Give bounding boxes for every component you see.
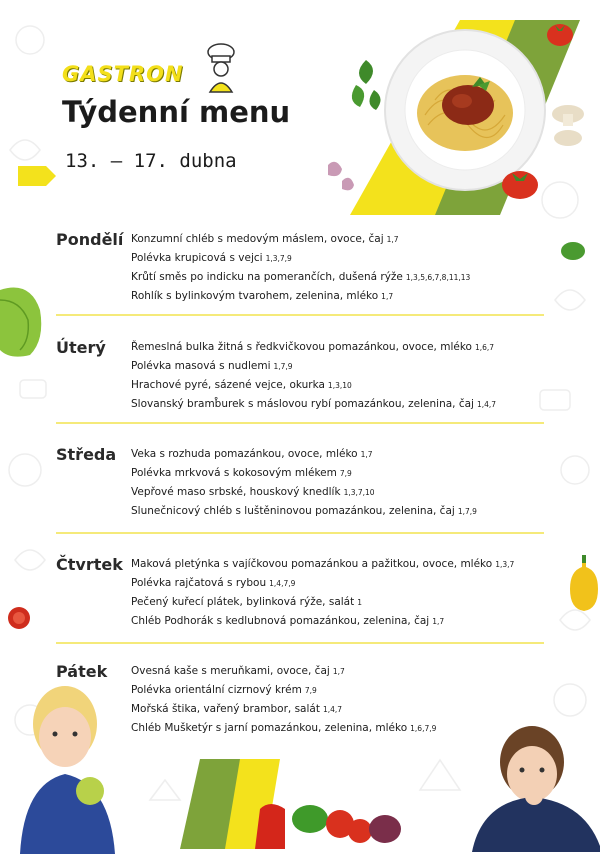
garlic-icon [318, 155, 358, 195]
menu-item-text: Polévka rajčatová s rybou [131, 577, 267, 589]
menu-item-text: Hrachové pyré, sázené vejce, okurka [131, 379, 325, 391]
day-name: Pondělí [56, 230, 124, 249]
allergen-codes: 1,7 [432, 617, 445, 626]
yellow-pepper-icon [566, 555, 600, 615]
allergen-codes: 1,7,9 [457, 507, 477, 516]
chef-logo-icon [200, 42, 242, 94]
menu-item [131, 593, 551, 612]
menu-item [131, 555, 551, 574]
menu-item-text: Slovanský bramb̊urek s máslovou rybí pomazánkou, zelenina, čaj [131, 398, 474, 410]
menu-item-text: Vepřové maso srbské, houskový knedlík [131, 486, 341, 498]
menu-item-text: Konzumní chléb s medovým máslem, ovoce, čaj [131, 233, 384, 245]
menu-item [131, 612, 551, 631]
menu-item [131, 376, 551, 395]
allergen-codes: 1,7 [386, 235, 399, 244]
menu-item [131, 700, 551, 719]
allergen-codes: 1,7 [332, 667, 345, 676]
menu-item [131, 230, 551, 249]
section-divider [56, 422, 544, 424]
menu-item [131, 662, 551, 681]
allergen-codes: 1,3,7,9 [265, 254, 292, 263]
menu-item-text: Maková pletýnka s vajíčkovou pomazánkou a pažitkou, ovoce, mléko [131, 558, 493, 570]
vegetables-image [255, 789, 415, 849]
allergen-codes: 1,3,5,6,7,8,11,13 [405, 273, 471, 282]
menu-item [131, 502, 551, 521]
section-divider [56, 314, 544, 316]
child-eating-apple-image [10, 679, 130, 854]
allergen-codes: 1,3,10 [327, 381, 352, 390]
menu-item [131, 249, 551, 268]
menu-item-text: Slunečnicový chléb s luštěninovou pomazánkou, zelenina, čaj [131, 505, 455, 517]
menu-item-text: Řemeslná bulka žitná s ředkvičkovou pomazánkou, ovoce, mléko [131, 341, 472, 353]
allergen-codes: 1,3,7,10 [343, 488, 375, 497]
menu-item-text: Polévka mrkvová s kokosovým mlékem [131, 467, 337, 479]
section-divider [56, 642, 544, 644]
allergen-codes: 1,7 [360, 450, 373, 459]
menu-item [131, 395, 551, 414]
allergen-codes: 1,6,7 [474, 343, 495, 352]
menu-item-text: Ovesná kaše s meruňkami, ovoce, čaj [131, 665, 330, 677]
section-divider [56, 532, 544, 534]
menu-item [131, 445, 551, 464]
leaf-icon [558, 238, 588, 264]
menu-item-text: Rohlík s bylinkovým tvarohem, zelenina, mléko [131, 290, 379, 302]
menu-item-text: Polévka masová s nudlemi [131, 360, 271, 372]
allergen-codes: 1,3,7 [495, 560, 515, 569]
menu-item [131, 574, 551, 593]
menu-item-text: Chléb Podhorák s kedlubnová pomazánkou, zelenina, čaj [131, 615, 430, 627]
menu-item [131, 287, 551, 306]
menu-item-text: Chléb Mušketýr s jarní pomazánkou, zelenina, mléko [131, 722, 408, 734]
allergen-codes: 1,6,7,9 [410, 724, 437, 733]
allergen-codes: 1,4,7 [476, 400, 497, 409]
menu-item-text: Krůtí směs po indicku na pomerančích, dušená rýže [131, 271, 403, 283]
menu-item-text: Polévka krupicová s vejci [131, 252, 263, 264]
day-name: Úterý [56, 338, 106, 357]
menu-item [131, 464, 551, 483]
menu-item [131, 719, 551, 738]
page-title: Týdenní menu [62, 95, 291, 129]
cherry-tomato-icon [545, 22, 575, 48]
basil-leaves-icon [346, 55, 390, 125]
day-name: Čtvrtek [56, 555, 123, 574]
tomato-icon [500, 165, 540, 201]
lettuce-icon [0, 280, 45, 360]
menu-item [131, 483, 551, 502]
menu-item [131, 681, 551, 700]
allergen-codes: 1,7 [381, 292, 394, 301]
menu-item-text: Mořská štika, vařený brambor, salát [131, 703, 320, 715]
menu-item-text: Veka s rozhuda pomazánkou, ovoce, mléko [131, 448, 358, 460]
child-eating-image [472, 722, 600, 852]
day-name: Pátek [56, 662, 108, 681]
menu-item [131, 338, 551, 357]
menu-item-text: Pečený kuřecí plátek, bylinková rýže, salát [131, 596, 355, 608]
menu-item [131, 357, 551, 376]
date-range: 13. – 17. dubna [65, 150, 237, 172]
allergen-codes: 1,7,9 [273, 362, 293, 371]
brand-logo-text: GASTRON [62, 62, 184, 86]
day-name: Středa [56, 445, 117, 464]
allergen-codes: 1 [357, 598, 363, 607]
menu-item-text: Polévka orientální cizrnový krém [131, 684, 302, 696]
allergen-codes: 1,4,7,9 [269, 579, 296, 588]
tomato-slice-icon [6, 605, 32, 631]
mushroom-icon [548, 100, 588, 150]
allergen-codes: 7,9 [339, 469, 352, 478]
menu-item [131, 268, 551, 287]
yellow-marker [18, 166, 58, 186]
allergen-codes: 7,9 [304, 686, 317, 695]
allergen-codes: 1,4,7 [322, 705, 343, 714]
